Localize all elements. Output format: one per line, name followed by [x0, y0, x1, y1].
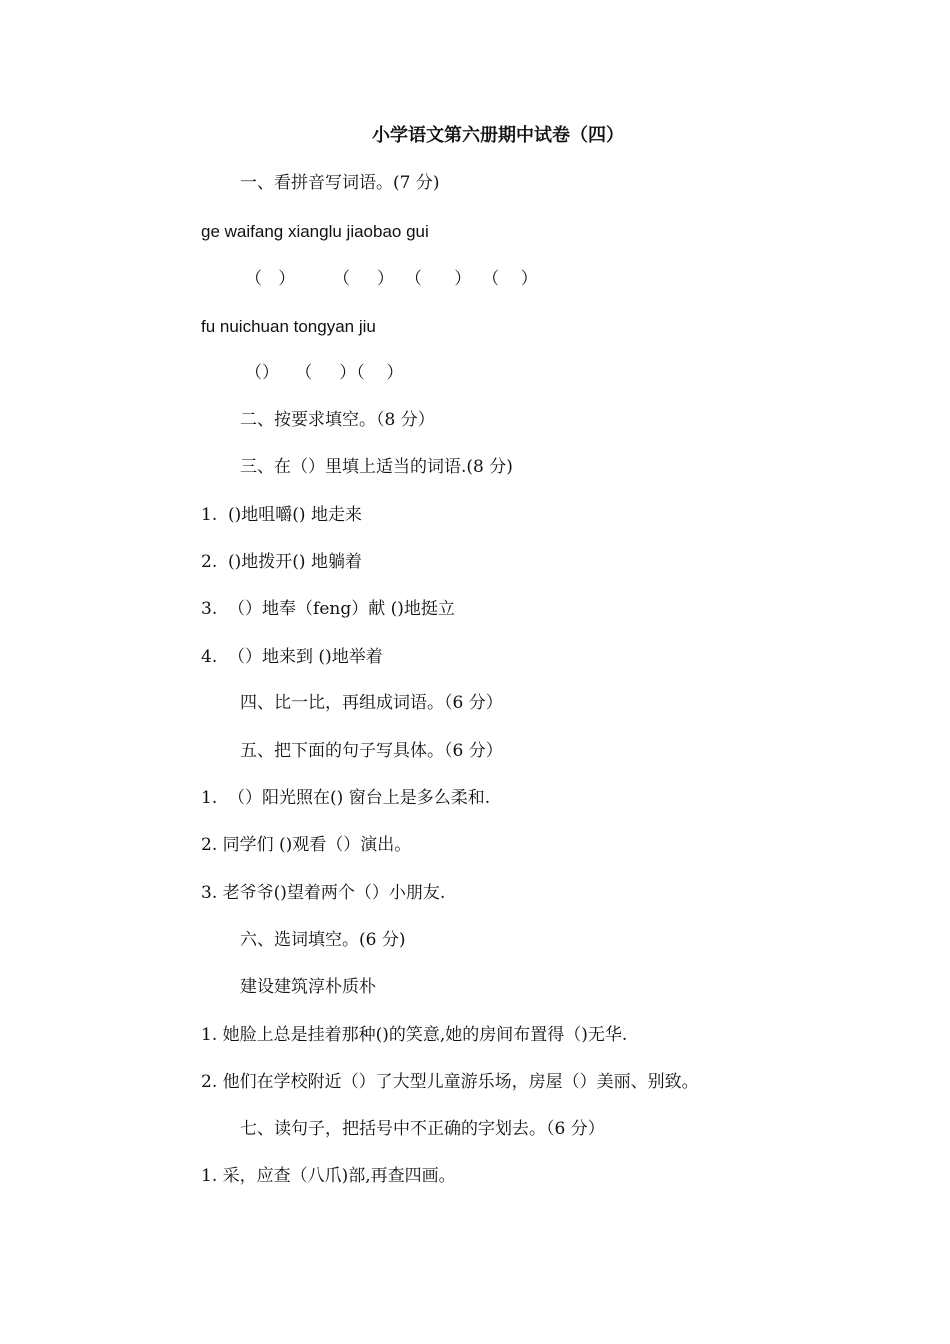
section-heading: 三、在（）里填上适当的词语.(8 分) [240, 457, 513, 477]
section-heading: 一、看拼音写词语。(7 分) [240, 173, 440, 193]
question-item: 1. 她脸上总是挂着那种()的笑意,她的房间布置得（)无华. [201, 1025, 628, 1045]
question-item: 2. 他们在学校附近（）了大型儿童游乐场，房屋（）美丽、别致。 [201, 1072, 699, 1092]
section-heading: 二、按要求填空。（8 分） [240, 410, 435, 430]
pinyin-line: fu nuichuan tongyan jiu [201, 317, 376, 336]
pinyin-line: ge waifang xianglu jiaobao gui [201, 222, 429, 241]
question-item: 3. （）地奉（feng）献 ()地挺立 [201, 599, 455, 619]
question-item: 4. （）地来到 ()地举着 [201, 647, 383, 667]
page-title: 小学语文第六册期中试卷（四） [372, 125, 624, 146]
section-heading: 六、选词填空。(6 分) [240, 930, 406, 950]
word-choices: 建设建筑淳朴质朴 [240, 977, 376, 997]
question-item: 1. ()地咀嚼() 地走来 [201, 505, 362, 525]
answer-blanks: （） （ ）（ ） [245, 363, 404, 383]
answer-blanks: （ ） （ ） （ ） （ ） [245, 269, 538, 289]
section-heading: 七、读句子，把括号中不正确的字划去。（6 分） [240, 1119, 605, 1139]
question-item: 1. （）阳光照在() 窗台上是多么柔和. [201, 788, 491, 808]
question-item: 2. ()地拨开() 地躺着 [201, 552, 362, 572]
question-item: 3. 老爷爷()望着两个（）小朋友. [201, 883, 446, 903]
section-heading: 五、把下面的句子写具体。（6 分） [240, 741, 503, 761]
question-item: 1. 采，应查（八爪)部,再查四画。 [201, 1166, 456, 1186]
section-heading: 四、比一比，再组成词语。（6 分） [240, 693, 503, 713]
question-item: 2. 同学们 ()观看（）演出。 [201, 835, 412, 855]
